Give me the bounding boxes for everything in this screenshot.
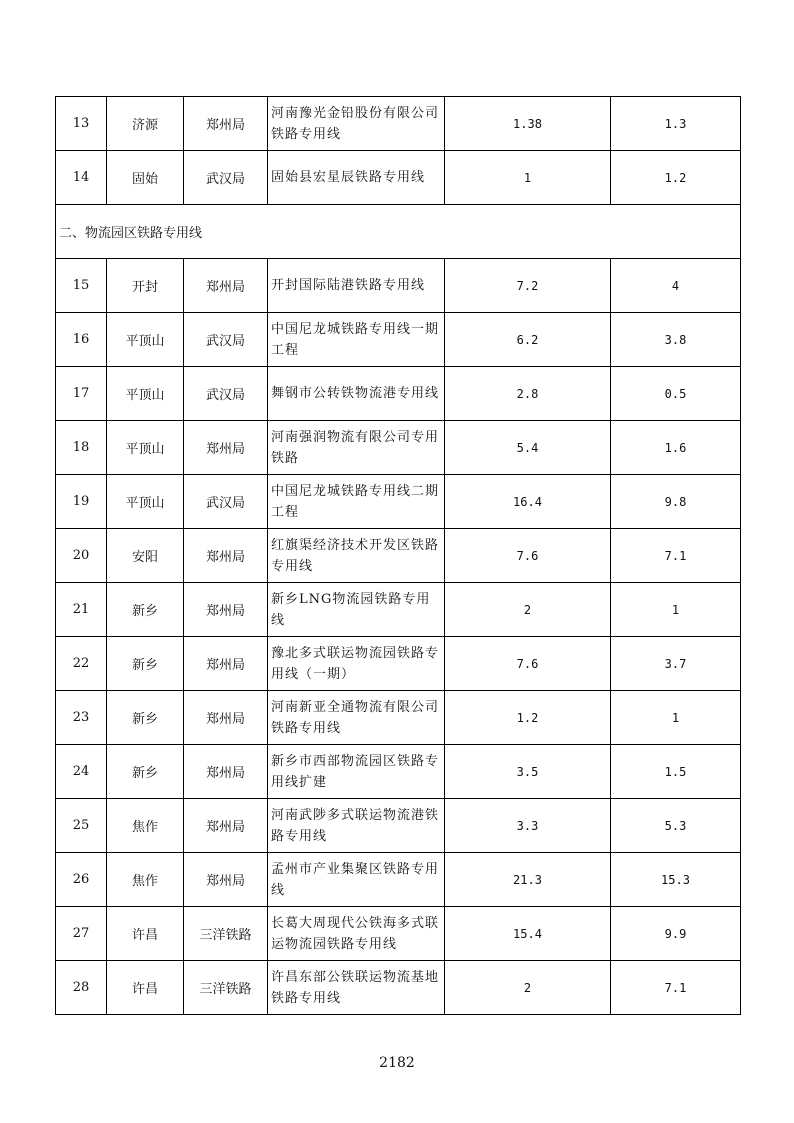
city-cell: 平顶山 xyxy=(107,367,184,421)
value-2-cell: 0.5 xyxy=(611,367,741,421)
value-1-cell: 5.4 xyxy=(445,421,611,475)
value-1-cell: 7.6 xyxy=(445,529,611,583)
line-name-cell: 长葛大周现代公铁海多式联运物流园铁路专用线 xyxy=(268,907,445,961)
bureau-cell: 郑州局 xyxy=(184,637,268,691)
table-row xyxy=(56,475,741,529)
line-name-cell: 中国尼龙城铁路专用线二期工程 xyxy=(268,475,445,529)
table-row xyxy=(56,151,741,205)
value-1-cell: 1 xyxy=(445,151,611,205)
value-2-cell: 3.8 xyxy=(611,313,741,367)
row-number: 28 xyxy=(56,961,107,1015)
bureau-cell: 郑州局 xyxy=(184,853,268,907)
value-1-cell: 1.2 xyxy=(445,691,611,745)
bureau-cell: 武汉局 xyxy=(184,313,268,367)
value-2-cell: 9.8 xyxy=(611,475,741,529)
city-cell: 焦作 xyxy=(107,853,184,907)
value-1-cell: 2 xyxy=(445,961,611,1015)
line-name-cell: 开封国际陆港铁路专用线 xyxy=(268,259,445,313)
line-name-cell: 红旗渠经济技术开发区铁路专用线 xyxy=(268,529,445,583)
row-number: 15 xyxy=(56,259,107,313)
line-name-cell: 河南新亚全通物流有限公司铁路专用线 xyxy=(268,691,445,745)
value-2-cell: 1.2 xyxy=(611,151,741,205)
row-number: 19 xyxy=(56,475,107,529)
row-number: 25 xyxy=(56,799,107,853)
table-row xyxy=(56,853,741,907)
city-cell: 平顶山 xyxy=(107,313,184,367)
city-cell: 许昌 xyxy=(107,961,184,1015)
table-body xyxy=(56,97,741,1015)
row-number: 13 xyxy=(56,97,107,151)
value-1-cell: 2.8 xyxy=(445,367,611,421)
section-row xyxy=(56,205,741,259)
value-2-cell: 1 xyxy=(611,691,741,745)
city-cell: 济源 xyxy=(107,97,184,151)
value-2-cell: 1.5 xyxy=(611,745,741,799)
value-2-cell: 3.7 xyxy=(611,637,741,691)
row-number: 14 xyxy=(56,151,107,205)
line-name-cell: 河南武陟多式联运物流港铁路专用线 xyxy=(268,799,445,853)
table-row xyxy=(56,637,741,691)
row-number: 18 xyxy=(56,421,107,475)
value-2-cell: 9.9 xyxy=(611,907,741,961)
city-cell: 新乡 xyxy=(107,637,184,691)
bureau-cell: 郑州局 xyxy=(184,529,268,583)
table-row xyxy=(56,745,741,799)
value-2-cell: 7.1 xyxy=(611,529,741,583)
city-cell: 新乡 xyxy=(107,691,184,745)
city-cell: 固始 xyxy=(107,151,184,205)
row-number: 26 xyxy=(56,853,107,907)
table-row xyxy=(56,529,741,583)
value-1-cell: 3.5 xyxy=(445,745,611,799)
value-1-cell: 3.3 xyxy=(445,799,611,853)
value-2-cell: 1.6 xyxy=(611,421,741,475)
bureau-cell: 三洋铁路 xyxy=(184,961,268,1015)
railway-table xyxy=(55,96,741,1015)
city-cell: 平顶山 xyxy=(107,421,184,475)
line-name-cell: 新乡LNG物流园铁路专用线 xyxy=(268,583,445,637)
table-row xyxy=(56,367,741,421)
row-number: 20 xyxy=(56,529,107,583)
value-1-cell: 16.4 xyxy=(445,475,611,529)
value-2-cell: 1.3 xyxy=(611,97,741,151)
value-2-cell: 15.3 xyxy=(611,853,741,907)
value-1-cell: 1.38 xyxy=(445,97,611,151)
table-row xyxy=(56,961,741,1015)
line-name-cell: 固始县宏星辰铁路专用线 xyxy=(268,151,445,205)
bureau-cell: 郑州局 xyxy=(184,259,268,313)
row-number: 17 xyxy=(56,367,107,421)
bureau-cell: 郑州局 xyxy=(184,799,268,853)
city-cell: 开封 xyxy=(107,259,184,313)
line-name-cell: 河南豫光金铅股份有限公司铁路专用线 xyxy=(268,97,445,151)
bureau-cell: 武汉局 xyxy=(184,475,268,529)
value-2-cell: 5.3 xyxy=(611,799,741,853)
table-row xyxy=(56,421,741,475)
row-number: 24 xyxy=(56,745,107,799)
bureau-cell: 郑州局 xyxy=(184,583,268,637)
row-number: 27 xyxy=(56,907,107,961)
value-1-cell: 6.2 xyxy=(445,313,611,367)
value-1-cell: 15.4 xyxy=(445,907,611,961)
value-1-cell: 7.6 xyxy=(445,637,611,691)
line-name-cell: 河南强润物流有限公司专用铁路 xyxy=(268,421,445,475)
value-2-cell: 7.1 xyxy=(611,961,741,1015)
bureau-cell: 郑州局 xyxy=(184,691,268,745)
table-row xyxy=(56,259,741,313)
value-2-cell: 4 xyxy=(611,259,741,313)
table-row xyxy=(56,907,741,961)
bureau-cell: 三洋铁路 xyxy=(184,907,268,961)
value-1-cell: 21.3 xyxy=(445,853,611,907)
bureau-cell: 郑州局 xyxy=(184,97,268,151)
line-name-cell: 许昌东部公铁联运物流基地铁路专用线 xyxy=(268,961,445,1015)
city-cell: 新乡 xyxy=(107,745,184,799)
city-cell: 许昌 xyxy=(107,907,184,961)
line-name-cell: 舞钢市公转铁物流港专用线 xyxy=(268,367,445,421)
city-cell: 焦作 xyxy=(107,799,184,853)
city-cell: 安阳 xyxy=(107,529,184,583)
value-1-cell: 7.2 xyxy=(445,259,611,313)
table-row xyxy=(56,313,741,367)
line-name-cell: 豫北多式联运物流园铁路专用线（一期） xyxy=(268,637,445,691)
value-1-cell: 2 xyxy=(445,583,611,637)
line-name-cell: 新乡市西部物流园区铁路专用线扩建 xyxy=(268,745,445,799)
line-name-cell: 孟州市产业集聚区铁路专用线 xyxy=(268,853,445,907)
row-number: 22 xyxy=(56,637,107,691)
bureau-cell: 武汉局 xyxy=(184,151,268,205)
bureau-cell: 郑州局 xyxy=(184,745,268,799)
value-2-cell: 1 xyxy=(611,583,741,637)
page-number: 2182 xyxy=(379,1055,415,1071)
table-row xyxy=(56,583,741,637)
section-title: 二、物流园区铁路专用线 xyxy=(56,205,741,259)
table-row xyxy=(56,97,741,151)
city-cell: 平顶山 xyxy=(107,475,184,529)
row-number: 23 xyxy=(56,691,107,745)
row-number: 16 xyxy=(56,313,107,367)
bureau-cell: 武汉局 xyxy=(184,367,268,421)
line-name-cell: 中国尼龙城铁路专用线一期工程 xyxy=(268,313,445,367)
table-row xyxy=(56,799,741,853)
bureau-cell: 郑州局 xyxy=(184,421,268,475)
row-number: 21 xyxy=(56,583,107,637)
city-cell: 新乡 xyxy=(107,583,184,637)
table-row xyxy=(56,691,741,745)
